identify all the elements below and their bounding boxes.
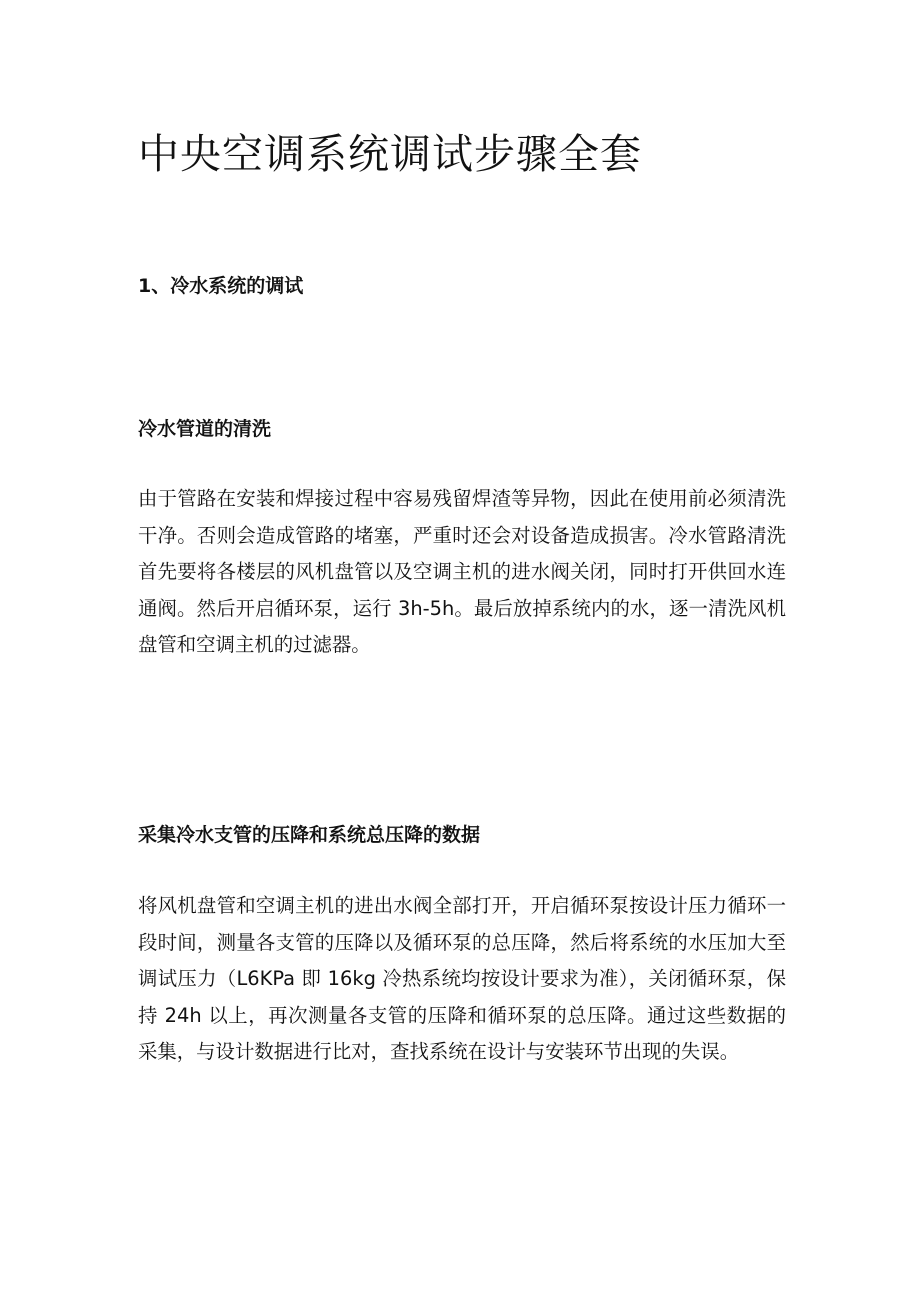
paragraph-pressure-drop-data: 将风机盘管和空调主机的进出水阀全部打开，开启循环泵按设计压力循环一段时间，测量各支管的压降以及循环泵的总压降，然后将系统的水压加大至调试压力（L6KPa 即 16kg 冷热系统均按设计要求为准），关闭循环泵，保持 24h 以上，再次测量各支管的压降和循环泵的总压降。通过这些数据的采集，与设计数据进行比对，查找系统在设计与安装环节出现的失误。 [138,894,786,1063]
document-title: 中央空调系统调试步骤全套 [138,130,642,178]
paragraph-pipe-cleaning: 由于管路在安装和焊接过程中容易残留焊渣等异物，因此在使用前必须清洗干净。否则会造成管路的堵塞，严重时还会对设备造成损害。冷水管路清洗首先要将各楼层的风机盘管以及空调主机的进水阀关闭，同时打开供回水连通阀。然后开启循环泵，运行 3h-5h。最后放掉系统内的水，逐一清洗风机盘管和空调主机的过滤器。 [138,487,786,656]
section-heading-pipe-cleaning: 冷水管道的清洗 [138,418,272,440]
section-heading-pressure-drop-data: 采集冷水支管的压降和系统总压降的数据 [138,824,481,846]
section-heading-chilled-water-system: 1、冷水系统的调试 [138,275,304,297]
